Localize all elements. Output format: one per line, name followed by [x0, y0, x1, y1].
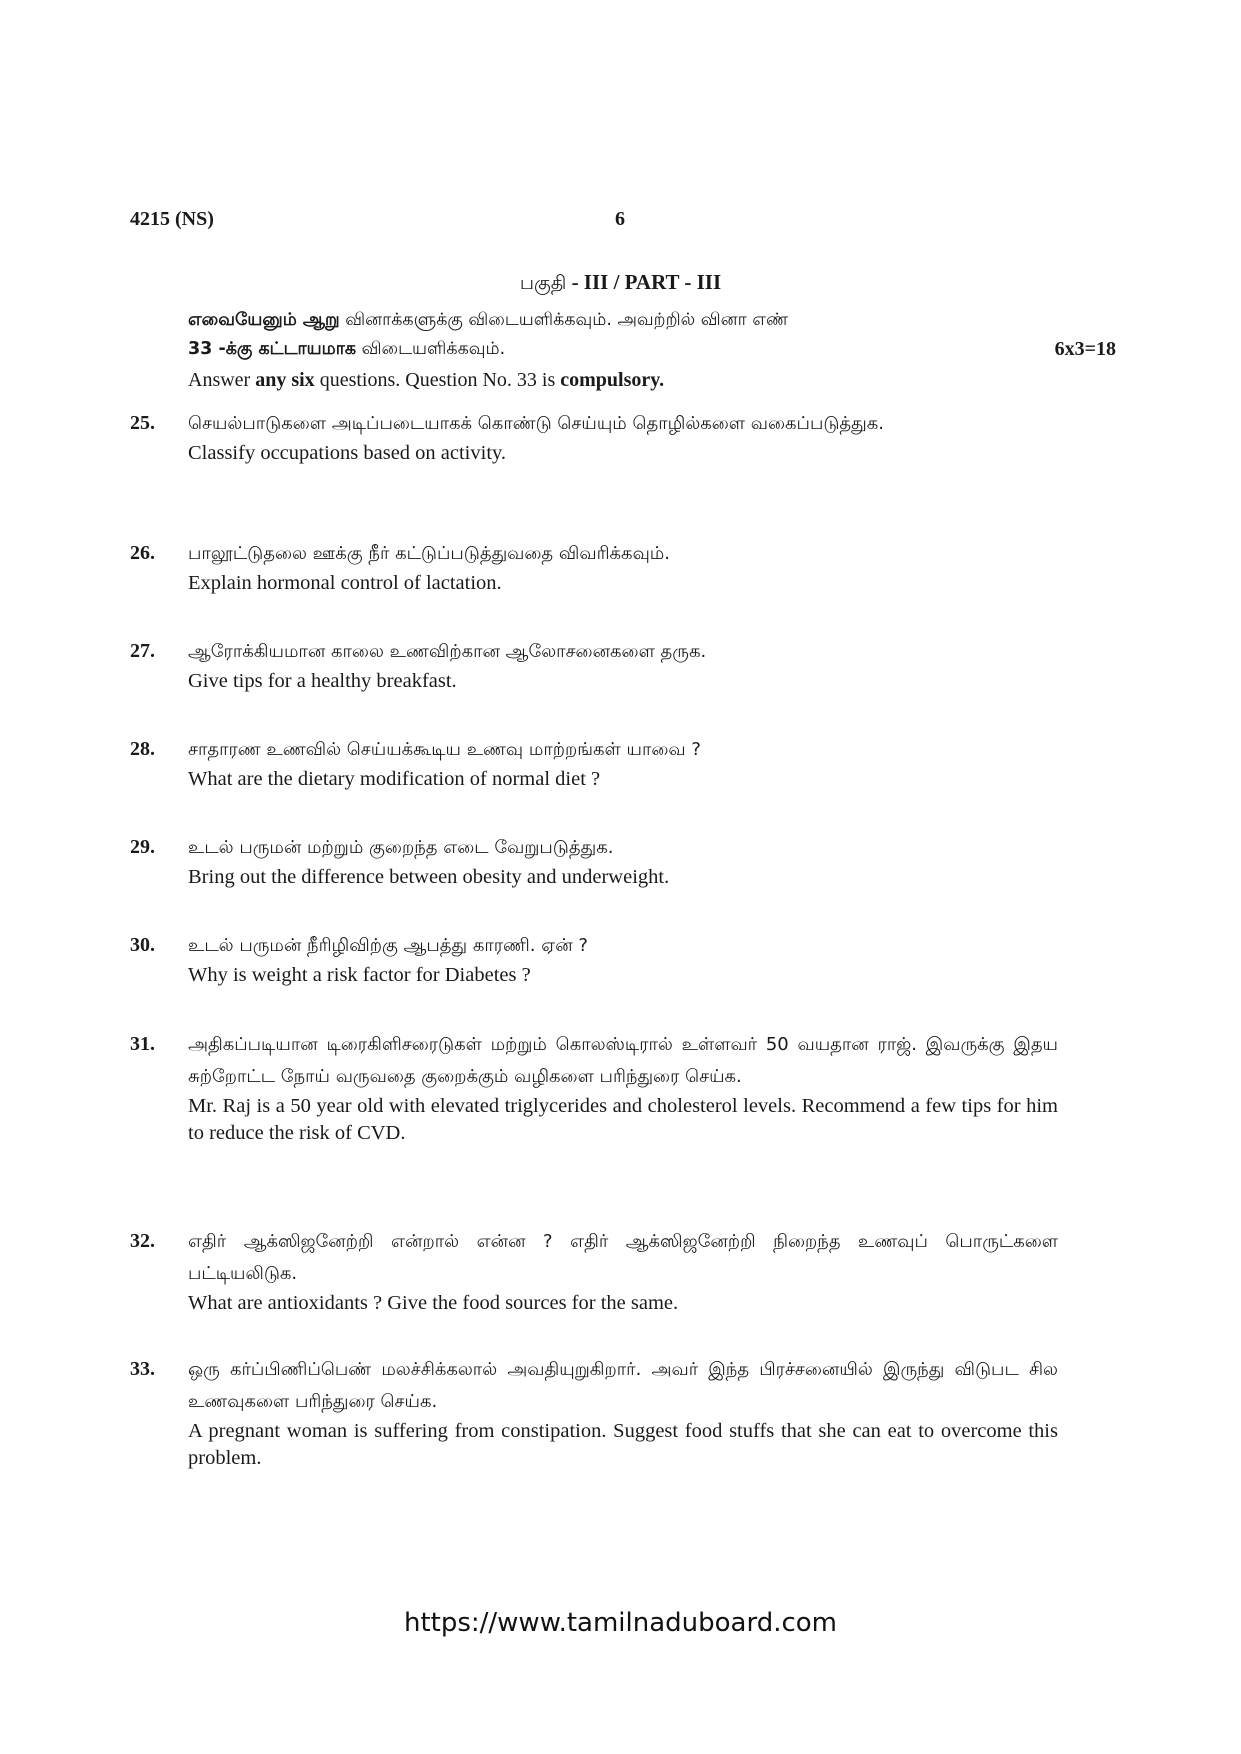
- instr-en-text-1: Answer: [188, 369, 256, 391]
- question-number: 32.: [130, 1230, 155, 1252]
- question-body: [188, 408, 1058, 467]
- page-header: [130, 208, 1116, 238]
- question-text-english: Give tips for a healthy breakfast.: [188, 670, 457, 692]
- question-body: [188, 832, 1058, 891]
- question-text-english: Why is weight a risk factor for Diabetes ?: [188, 964, 531, 986]
- question-text-english: What are antioxidants ? Give the food sources for the same.: [188, 1292, 679, 1314]
- question-text-english: A pregnant woman is suffering from constipation. Suggest food stuffs that she can eat to overcome this problem.: [188, 1420, 1058, 1469]
- part-title-english: - III / PART - III: [566, 270, 722, 294]
- footer-website-url: https://www.tamilnaduboard.com: [403, 1608, 838, 1638]
- question-number: 25.: [130, 412, 155, 434]
- part-title: [0, 270, 1241, 297]
- instr-ta-line2: விடையளிக்கவும்.: [356, 339, 506, 359]
- question-body: [188, 538, 1058, 597]
- question-text-english: Explain hormonal control of lactation.: [188, 572, 502, 594]
- question-text-tamil: எதிர் ஆக்ஸிஜனேற்றி என்றால் என்ன ? எதிர் ஆக்ஸிஜனேற்றி நிறைந்த உணவுப் பொருட்களை பட்டியலிடுக.: [188, 1231, 1058, 1284]
- question-text-english: What are the dietary modification of normal diet ?: [188, 768, 601, 790]
- instr-ta-bold-1: எவையேனும் ஆறு: [188, 310, 340, 330]
- question-text-english: Classify occupations based on activity.: [188, 442, 507, 464]
- paper-code: 4215 (NS): [130, 208, 214, 230]
- question-number: 28.: [130, 738, 155, 760]
- instr-en-text-2: questions. Question No. 33 is: [314, 369, 561, 391]
- question-number: 26.: [130, 542, 155, 564]
- instr-en-bold-2: compulsory.: [560, 369, 665, 391]
- instructions-tamil: [188, 306, 1116, 364]
- instr-ta-bold-2: 33 -க்கு கட்டாயமாக: [188, 339, 357, 359]
- question-text-tamil: செயல்பாடுகளை அடிப்படையாகக் கொண்டு செய்யும் தொழில்களை வகைப்படுத்துக.: [188, 413, 884, 434]
- question-text-tamil: அதிகப்படியான டிரைகிளிசரைடுகள் மற்றும் கொலஸ்டிரால் உள்ளவர் 50 வயதான ராஜ். இவருக்கு இதய சுற்றோட்ட நோய் வருவதை குறைக்கும் வழிகளை பரிந்துரை செய்க.: [188, 1034, 1058, 1087]
- question-body: [188, 930, 1058, 989]
- question-body: [188, 636, 1058, 695]
- section-instructions: [188, 306, 1116, 395]
- instr-ta-line1: வினாக்களுக்கு விடையளிக்கவும். அவற்றில் வினா எண்: [339, 310, 789, 330]
- question-body: [188, 734, 1058, 793]
- question-text-tamil: சாதாரண உணவில் செய்யக்கூடிய உணவு மாற்றங்கள் யாவை ?: [188, 739, 701, 760]
- question-text-tamil: பாலூட்டுதலை ஊக்கு நீர் கட்டுப்படுத்துவதை விவரிக்கவும்.: [188, 543, 671, 564]
- question-number: 27.: [130, 640, 155, 662]
- question-text-tamil: ஒரு கர்ப்பிணிப்பெண் மலச்சிக்கலால் அவதியுறுகிறார். அவர் இந்த பிரச்சனையில் இருந்து விடுபட சில உணவுகளை பரிந்துரை செய்க.: [188, 1359, 1058, 1412]
- question-text-tamil: ஆரோக்கியமான காலை உணவிற்கான ஆலோசனைகளை தருக.: [188, 641, 707, 662]
- question-text-tamil: உடல் பருமன் நீரிழிவிற்கு ஆபத்து காரணி. ஏன் ?: [188, 935, 588, 956]
- question-body: [188, 1226, 1058, 1317]
- part-title-tamil: பகுதி: [519, 272, 567, 294]
- question-text-english: Mr. Raj is a 50 year old with elevated triglycerides and cholesterol levels. Recommend a few tips for him to reduce the risk of CVD.: [188, 1095, 1058, 1144]
- question-number: 30.: [130, 934, 155, 956]
- section-marks: 6x3=18: [1054, 338, 1116, 360]
- instructions-english: [188, 366, 1116, 395]
- question-number: 31.: [130, 1033, 155, 1055]
- question-text-tamil: உடல் பருமன் மற்றும் குறைந்த எடை வேறுபடுத்துக.: [188, 837, 614, 858]
- question-number: 29.: [130, 836, 155, 858]
- question-text-english: Bring out the difference between obesity and underweight.: [188, 866, 670, 888]
- question-body: [188, 1354, 1058, 1472]
- instr-en-bold-1: any six: [255, 369, 315, 391]
- page-number: 6: [615, 208, 625, 230]
- question-body: [188, 1029, 1058, 1147]
- question-number: 33.: [130, 1358, 155, 1380]
